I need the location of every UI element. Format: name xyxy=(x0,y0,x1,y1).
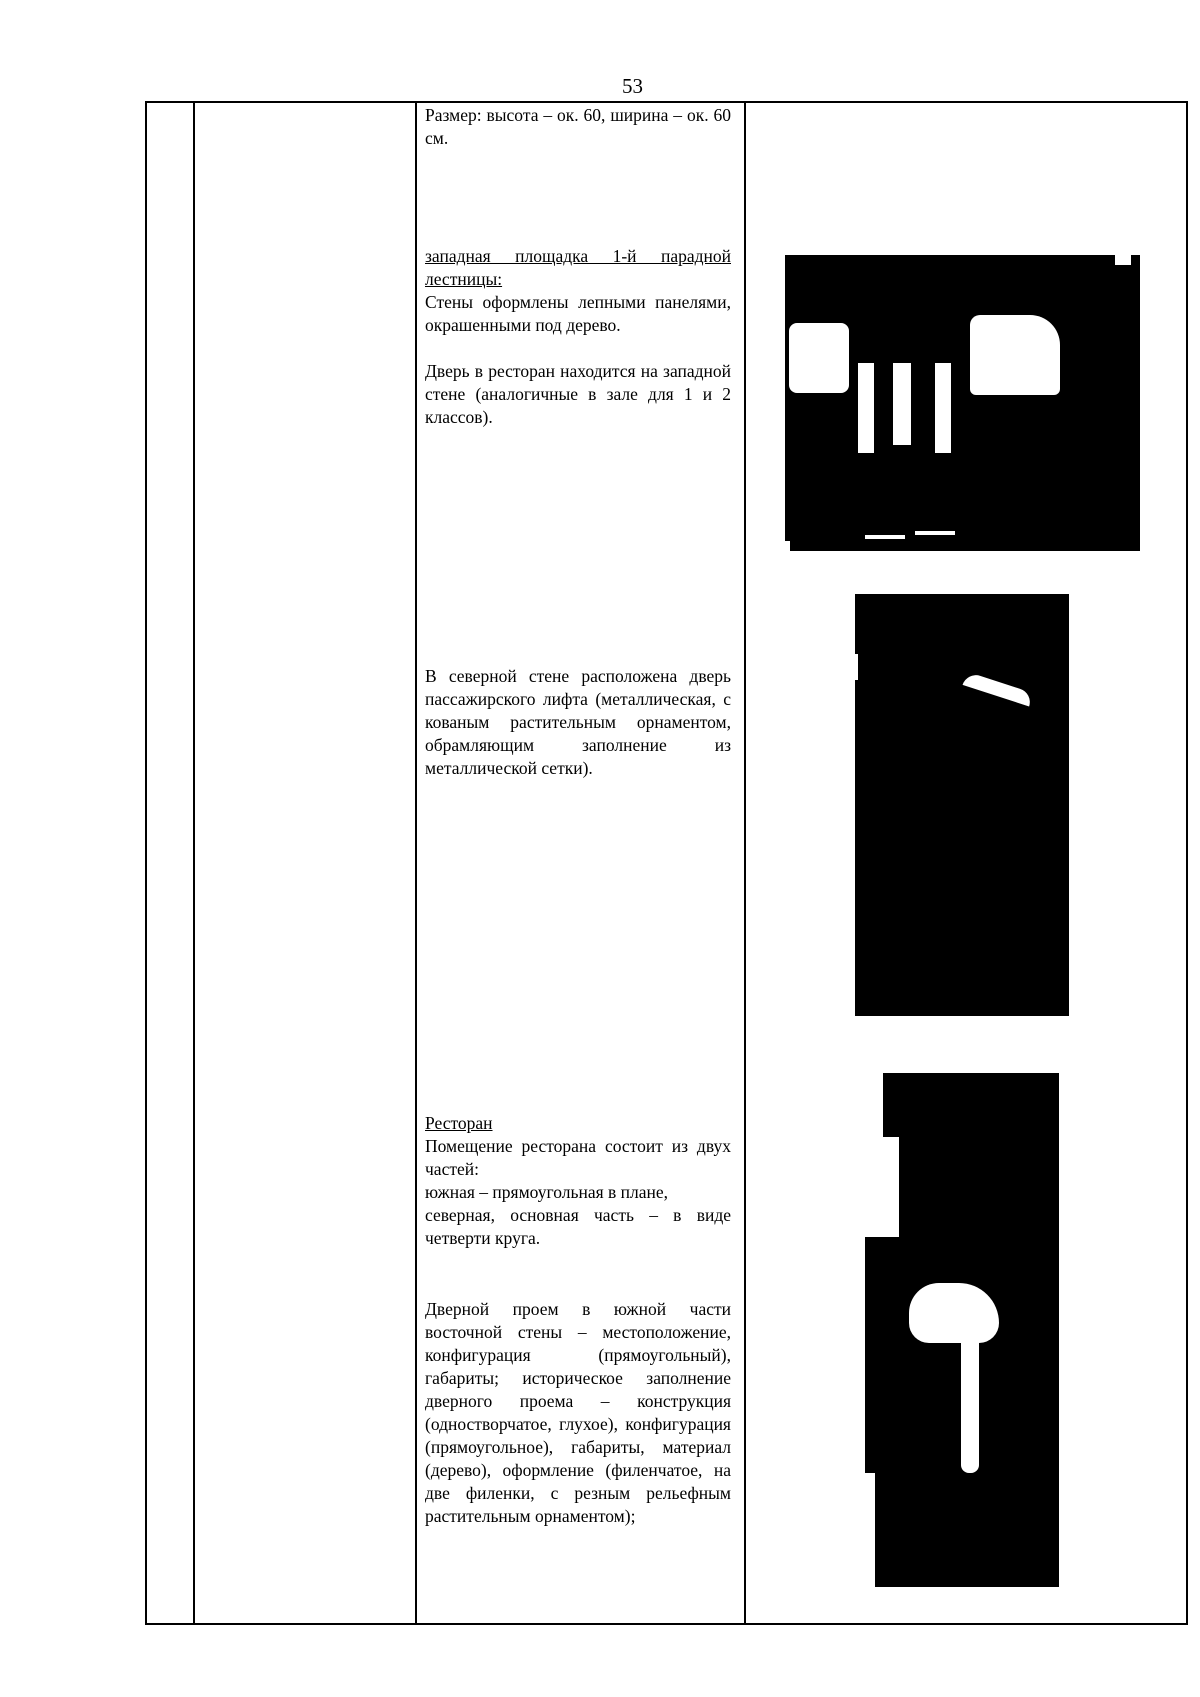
stair-door-text: Дверь в ресторан находится на западной стене (аналогичные в зале для 1 и 2 классов). xyxy=(425,361,731,427)
restaurant-heading: Ресторан xyxy=(425,1113,493,1133)
page-number: 53 xyxy=(622,74,643,98)
doorway-block xyxy=(425,1298,731,1528)
photo-restaurant-doorway xyxy=(865,1073,1059,1587)
column-divider-2 xyxy=(415,103,417,1623)
restaurant-text: Помещение ресторана состоит из двух частей: южная – прямоугольная в плане, северная, основная часть – в виде четверти круга. xyxy=(425,1136,731,1248)
size-note: Размер: высота – ок. 60, ширина – ок. 60 см. xyxy=(425,105,731,148)
doorway-text: Дверной проем в южной части восточной стены – местоположение, конфигурация (прямоугольный), габариты; историческое заполнение дверного проема – конструкция (одностворчатое, глухое), конфигурация (прямоугольное), габариты, материал (дерево), оформление (филенчатое, на две филенки, с резным рельефным растительным орнаментом); xyxy=(425,1299,731,1526)
stair-walls-text: Стены оформлены лепными панелями, окрашенными под дерево. xyxy=(425,292,731,335)
photo-lift-door xyxy=(855,594,1069,1016)
column-divider-1 xyxy=(193,103,195,1623)
lift-door-text: В северной стене расположена дверь пассажирского лифта (металлическая, с кованым растительным орнаментом, обрамляющим заполнение из металлической сетки). xyxy=(425,666,731,778)
photo-stair-landing-panels xyxy=(785,255,1140,551)
lift-door-block xyxy=(425,665,731,780)
restaurant-block xyxy=(425,1112,731,1250)
stair-landing-heading: западная площадка 1-й парадной лестницы: xyxy=(425,246,731,289)
stair-landing-block xyxy=(425,245,731,429)
column-divider-3 xyxy=(744,103,746,1623)
